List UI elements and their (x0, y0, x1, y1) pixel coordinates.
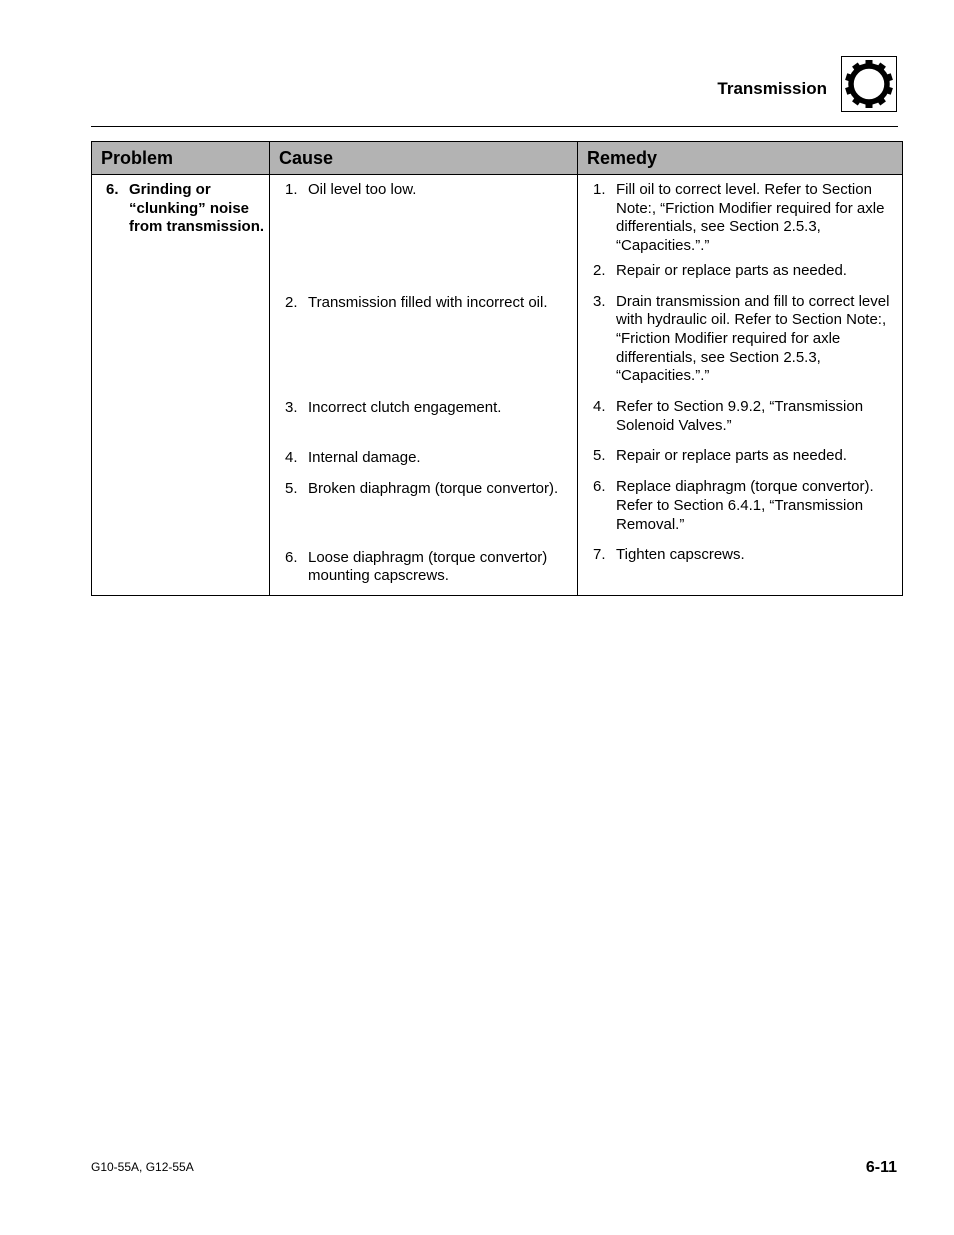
cause-text: Oil level too low. (308, 181, 417, 198)
problem-cell (92, 175, 270, 587)
section-icon-box (841, 56, 897, 112)
header-rule (91, 126, 898, 127)
cause-text: Internal damage. (308, 449, 421, 467)
cause-number: 3. (285, 399, 298, 417)
remedy-item (579, 181, 901, 256)
column-header-remedy: Remedy (578, 142, 903, 175)
remedy-item (579, 447, 901, 466)
cause-item (271, 181, 576, 200)
cause-item (271, 294, 576, 313)
remedy-number: 2. (593, 261, 606, 279)
cause-number: 2. (285, 293, 298, 311)
problem-number: 6. (106, 181, 119, 198)
cause-number: 4. (285, 449, 298, 467)
remedy-number: 4. (593, 398, 606, 416)
section-title: Transmission (717, 79, 827, 98)
remedy-number: 6. (593, 478, 606, 496)
remedy-text: Replace diaphragm (torque convertor). Refer to Section 6.4.1, “Transmission Removal.” (616, 478, 874, 533)
cause-text: Loose diaphragm (torque convertor) mounting capscrews. (308, 548, 548, 585)
cause-text: Broken diaphragm (torque convertor). (308, 479, 559, 497)
remedy-text: Fill oil to correct level. Refer to Section Note:, “Friction Modifier required for axle differentials, see Section 2.5.3, “Capacities.”.” (616, 181, 885, 255)
cause-text: Transmission filled with incorrect oil. (308, 293, 548, 311)
remedy-text: Drain transmission and fill to correct level with hydraulic oil. Refer to Section Note:, “Friction Modifier required for axle differentials, see Section 2.5.3, “Capacities.”.” (616, 292, 890, 385)
cause-number: 6. (285, 548, 298, 566)
remedy-item (579, 478, 901, 534)
table-row (92, 175, 903, 587)
problem-item (106, 181, 269, 237)
remedy-number: 1. (593, 181, 606, 198)
remedy-text: Repair or replace parts as needed. (616, 261, 847, 279)
remedy-text: Repair or replace parts as needed. (616, 447, 847, 465)
remedy-item (579, 293, 901, 387)
cause-text: Incorrect clutch engagement. (308, 399, 502, 417)
cause-item (271, 480, 576, 499)
table-header-row (92, 142, 903, 175)
remedy-item (579, 546, 901, 565)
cause-item (271, 449, 576, 468)
remedy-number: 7. (593, 546, 606, 564)
gear-icon (842, 57, 896, 111)
problem-text: Grinding or “clunking” noise from transmission. (129, 181, 265, 236)
remedy-item (579, 398, 901, 435)
page-number: 6-11 (865, 1159, 897, 1176)
cause-item (271, 399, 576, 418)
cause-number: 5. (285, 479, 298, 497)
table-bottom-border (92, 587, 903, 596)
remedy-number: 5. (593, 447, 606, 465)
remedy-cell (578, 175, 903, 587)
remedy-number: 3. (593, 292, 606, 310)
remedy-text: Refer to Section 9.9.2, “Transmission Solenoid Valves.” (616, 398, 864, 434)
remedy-text: Tighten capscrews. (616, 546, 745, 564)
cause-number: 1. (285, 181, 298, 198)
cause-cell (270, 175, 578, 587)
remedy-item (579, 262, 901, 281)
column-header-problem: Problem (92, 142, 270, 175)
column-header-cause: Cause (270, 142, 578, 175)
footer-model: G10-55A, G12-55A (91, 1160, 194, 1174)
cause-item (271, 549, 576, 586)
troubleshooting-table (91, 141, 903, 596)
